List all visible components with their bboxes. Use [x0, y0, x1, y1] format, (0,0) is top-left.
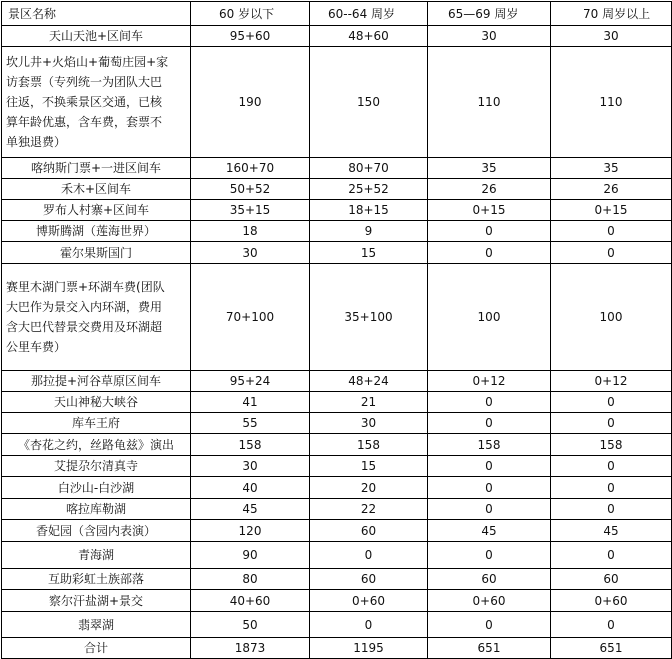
price-cell-70-plus: 35: [551, 158, 672, 179]
price-cell-under-60: 95+60: [191, 26, 310, 47]
price-cell-under-60: 40+60: [191, 590, 310, 612]
scenic-name-cell: 天山神秘大峡谷: [2, 392, 191, 413]
table-row: [2, 477, 672, 499]
scenic-name-cell: 喀拉库勒湖: [2, 499, 191, 520]
table-row: [2, 200, 672, 221]
price-cell-70-plus: 0+60: [551, 590, 672, 612]
price-cell-under-60: 160+70: [191, 158, 310, 179]
price-cell-70-plus: 0: [551, 221, 672, 242]
price-cell-60-64: 0: [310, 612, 428, 638]
scenic-fee-table: [1, 1, 672, 659]
scenic-name-cell: 喀纳斯门票+一进区间车: [2, 158, 191, 179]
price-cell-under-60: 50: [191, 612, 310, 638]
scenic-name-line: 往返，不换乘景区交通，已核: [6, 95, 163, 109]
scenic-name-cell: 察尔汗盐湖+景交: [2, 590, 191, 612]
table-row: [2, 542, 672, 569]
scenic-name-cell: [2, 47, 191, 158]
price-cell-65-69: 0: [428, 392, 551, 413]
price-cell-70-plus: 110: [551, 47, 672, 158]
table-row: [2, 520, 672, 542]
price-cell-70-plus: 0: [551, 413, 672, 434]
price-cell-65-69: 0+60: [428, 590, 551, 612]
price-cell-65-69: 0+15: [428, 200, 551, 221]
header-65-69: 65—69 周岁: [428, 2, 551, 26]
price-cell-70-plus: 0: [551, 542, 672, 569]
price-cell-under-60: 30: [191, 456, 310, 477]
scenic-name-cell: 禾木+区间车: [2, 179, 191, 200]
table-row: [2, 264, 672, 371]
price-cell-70-plus: 100: [551, 264, 672, 371]
price-cell-60-64: 21: [310, 392, 428, 413]
price-cell-65-69: 0+12: [428, 371, 551, 392]
price-cell-60-64: 15: [310, 456, 428, 477]
scenic-name-line: 赛里木湖门票+环湖车费(团队: [6, 280, 165, 294]
table-row: [2, 371, 672, 392]
price-cell-60-64: 60: [310, 569, 428, 590]
price-cell-60-64: 1195: [310, 638, 428, 659]
table-row: [2, 158, 672, 179]
price-cell-65-69: 0: [428, 221, 551, 242]
price-cell-under-60: 158: [191, 434, 310, 456]
price-cell-60-64: 30: [310, 413, 428, 434]
price-cell-60-64: 0: [310, 542, 428, 569]
header-under-60: 60 岁以下: [191, 2, 310, 26]
price-cell-70-plus: 651: [551, 638, 672, 659]
price-cell-60-64: 22: [310, 499, 428, 520]
scenic-name-cell: 合计: [2, 638, 191, 659]
price-cell-65-69: 100: [428, 264, 551, 371]
table-row: [2, 612, 672, 638]
price-cell-70-plus: 45: [551, 520, 672, 542]
price-cell-60-64: 35+100: [310, 264, 428, 371]
price-cell-under-60: 45: [191, 499, 310, 520]
price-cell-70-plus: 0+12: [551, 371, 672, 392]
price-cell-65-69: 0: [428, 456, 551, 477]
price-cell-under-60: 80: [191, 569, 310, 590]
price-cell-under-60: 95+24: [191, 371, 310, 392]
price-cell-under-60: 41: [191, 392, 310, 413]
price-cell-60-64: 150: [310, 47, 428, 158]
scenic-name-cell: 香妃园（含园内表演）: [2, 520, 191, 542]
price-cell-65-69: 0: [428, 413, 551, 434]
price-cell-65-69: 30: [428, 26, 551, 47]
price-cell-70-plus: 26: [551, 179, 672, 200]
price-cell-under-60: 55: [191, 413, 310, 434]
price-cell-60-64: 60: [310, 520, 428, 542]
scenic-name-line: 单独退费）: [6, 135, 67, 149]
price-cell-65-69: 26: [428, 179, 551, 200]
price-cell-65-69: 0: [428, 499, 551, 520]
scenic-name-cell: 博斯腾湖（莲海世界）: [2, 221, 191, 242]
price-cell-70-plus: 0: [551, 456, 672, 477]
table-row: [2, 590, 672, 612]
price-cell-70-plus: 0+15: [551, 200, 672, 221]
price-cell-under-60: 18: [191, 221, 310, 242]
table-row: [2, 456, 672, 477]
price-cell-70-plus: 0: [551, 242, 672, 264]
price-cell-60-64: 18+15: [310, 200, 428, 221]
scenic-name-cell: [2, 264, 191, 371]
price-cell-65-69: 60: [428, 569, 551, 590]
price-cell-70-plus: 0: [551, 477, 672, 499]
table-row: [2, 569, 672, 590]
price-cell-under-60: 35+15: [191, 200, 310, 221]
table-row: [2, 499, 672, 520]
price-cell-70-plus: 0: [551, 499, 672, 520]
price-cell-60-64: 48+24: [310, 371, 428, 392]
price-cell-60-64: 80+70: [310, 158, 428, 179]
table-row: [2, 179, 672, 200]
scenic-name-cell: 白沙山-白沙湖: [2, 477, 191, 499]
price-cell-60-64: 48+60: [310, 26, 428, 47]
table-row: [2, 242, 672, 264]
price-cell-under-60: 50+52: [191, 179, 310, 200]
scenic-name-line: 大巴作为景交入内环湖，费用: [6, 300, 163, 314]
scenic-name-cell: 《杏花之约，丝路龟兹》演出: [2, 434, 191, 456]
price-cell-65-69: 158: [428, 434, 551, 456]
scenic-name-cell: 艾提尕尔清真寺: [2, 456, 191, 477]
table-row: [2, 221, 672, 242]
table-row: [2, 434, 672, 456]
table-row: [2, 413, 672, 434]
price-cell-65-69: 110: [428, 47, 551, 158]
price-cell-65-69: 0: [428, 477, 551, 499]
table-header-row: [2, 2, 672, 26]
header-scenic-name: 景区名称: [2, 2, 191, 26]
price-cell-70-plus: 30: [551, 26, 672, 47]
scenic-name-cell: 霍尔果斯国门: [2, 242, 191, 264]
price-cell-under-60: 30: [191, 242, 310, 264]
header-70-plus: 70 周岁以上: [551, 2, 672, 26]
price-cell-65-69: 35: [428, 158, 551, 179]
price-cell-65-69: 0: [428, 612, 551, 638]
table-row: [2, 47, 672, 158]
price-cell-under-60: 120: [191, 520, 310, 542]
price-cell-70-plus: 60: [551, 569, 672, 590]
scenic-name-cell: 库车王府: [2, 413, 191, 434]
scenic-name-line: 算年龄优惠，含车费，套票不: [6, 115, 163, 129]
price-cell-65-69: 0: [428, 242, 551, 264]
price-cell-60-64: 25+52: [310, 179, 428, 200]
scenic-name-cell: 罗布人村寨+区间车: [2, 200, 191, 221]
price-cell-70-plus: 0: [551, 392, 672, 413]
price-cell-70-plus: 0: [551, 612, 672, 638]
price-cell-under-60: 40: [191, 477, 310, 499]
scenic-name-cell: 青海湖: [2, 542, 191, 569]
price-cell-60-64: 15: [310, 242, 428, 264]
price-cell-under-60: 1873: [191, 638, 310, 659]
price-cell-60-64: 9: [310, 221, 428, 242]
price-cell-65-69: 651: [428, 638, 551, 659]
scenic-name-line: 公里车费）: [6, 340, 67, 354]
scenic-name-cell: 互助彩虹土族部落: [2, 569, 191, 590]
scenic-name-cell: 翡翠湖: [2, 612, 191, 638]
price-cell-60-64: 0+60: [310, 590, 428, 612]
scenic-name-cell: 那拉提+河谷草原区间车: [2, 371, 191, 392]
price-cell-under-60: 190: [191, 47, 310, 158]
scenic-name-line: 访套票（专列统一为团队大巴: [6, 75, 163, 89]
price-cell-under-60: 70+100: [191, 264, 310, 371]
price-cell-under-60: 90: [191, 542, 310, 569]
price-cell-65-69: 0: [428, 542, 551, 569]
table-row: [2, 392, 672, 413]
price-cell-60-64: 20: [310, 477, 428, 499]
scenic-name-line: 含大巴代替景交费用及环湖超: [6, 320, 163, 334]
table-row: [2, 26, 672, 47]
price-cell-65-69: 45: [428, 520, 551, 542]
price-cell-70-plus: 158: [551, 434, 672, 456]
scenic-name-cell: 天山天池+区间车: [2, 26, 191, 47]
price-cell-60-64: 158: [310, 434, 428, 456]
scenic-name-line: 坎儿井+火焰山+葡萄庄园+家: [6, 55, 169, 69]
header-60-64: 60--64 周岁: [310, 2, 428, 26]
